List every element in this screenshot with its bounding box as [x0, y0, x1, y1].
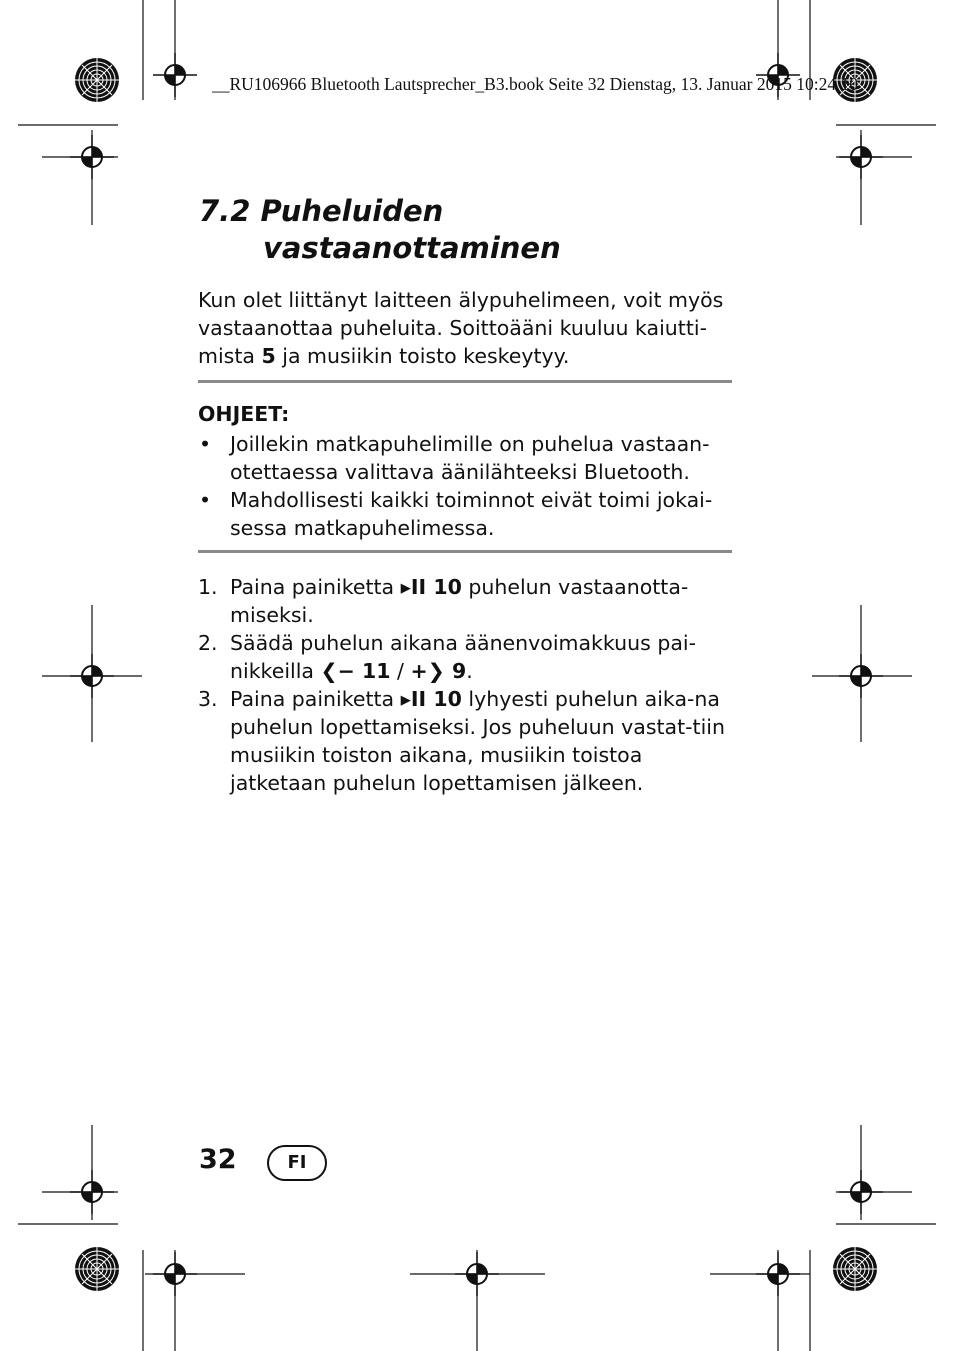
section-number: 7.2 [199, 194, 251, 228]
intro-text-b: ja musiikin toisto keskeytyy. [275, 344, 570, 368]
section-heading [199, 193, 561, 267]
list-item [198, 573, 738, 629]
notes-title: OHJEET: [198, 402, 290, 426]
list-item [198, 486, 738, 542]
step-number: 3. [198, 687, 218, 711]
divider-bottom [198, 550, 732, 553]
step-text: lyhyesti puhelun aika-na puhelun lopettamiseksi. Jos puheluun vastat-tiin musiikin toiston aikana, musiikin toistoa jatketaan puhelun lopettamisen jälkeen. [230, 687, 725, 795]
language-badge: FI [267, 1145, 327, 1181]
step-text: Säädä puhelun aikana äänenvoimakkuus pai-nikkeilla [230, 631, 697, 683]
bullet-icon: • [199, 488, 212, 512]
notes-list [198, 430, 738, 542]
intro-ref-number: 5 [261, 344, 276, 368]
step-text: / [390, 659, 411, 683]
intro-text-a: Kun olet liittänyt laitteen älypuhelimeen, voit myös vastaanottaa puheluita. Soittoääni kuuluu kaiutti-mista [198, 288, 724, 368]
print-slug-line: __RU106966 Bluetooth Lautsprecher_B3.book Seite 32 Dienstag, 13. Januar 2015 10:24 10 [212, 74, 858, 94]
section-title-line1: Puheluiden [260, 194, 444, 228]
section-title-line2: vastaanottaminen [263, 231, 561, 265]
divider-top [198, 380, 732, 383]
step-text: . [466, 659, 473, 683]
play-pause-button-ref: ▸II 10 [400, 575, 462, 599]
page-number: 32 [199, 1144, 237, 1175]
play-pause-button-ref: ▸II 10 [400, 687, 462, 711]
step-text: Paina painiketta [230, 575, 401, 599]
intro-paragraph [198, 286, 738, 370]
steps-list [198, 573, 738, 797]
step-text: puhelun vastaanotta-miseksi. [230, 575, 689, 627]
step-number: 1. [198, 575, 218, 599]
list-item [198, 629, 738, 685]
step-text: Paina painiketta [230, 687, 401, 711]
list-item [198, 685, 738, 797]
list-item [198, 430, 738, 486]
volume-down-button-ref: ❮− 11 [320, 659, 391, 683]
bullet-icon: • [199, 432, 212, 456]
volume-up-button-ref: +❯ 9 [410, 659, 467, 683]
note-text: Joillekin matkapuhelimille on puhelua vastaan-otettaessa valittava äänilähteeksi Bluetooth. [230, 432, 710, 484]
step-number: 2. [198, 631, 218, 655]
note-text: Mahdollisesti kaikki toiminnot eivät toimi jokai-sessa matkapuhelimessa. [230, 488, 713, 540]
